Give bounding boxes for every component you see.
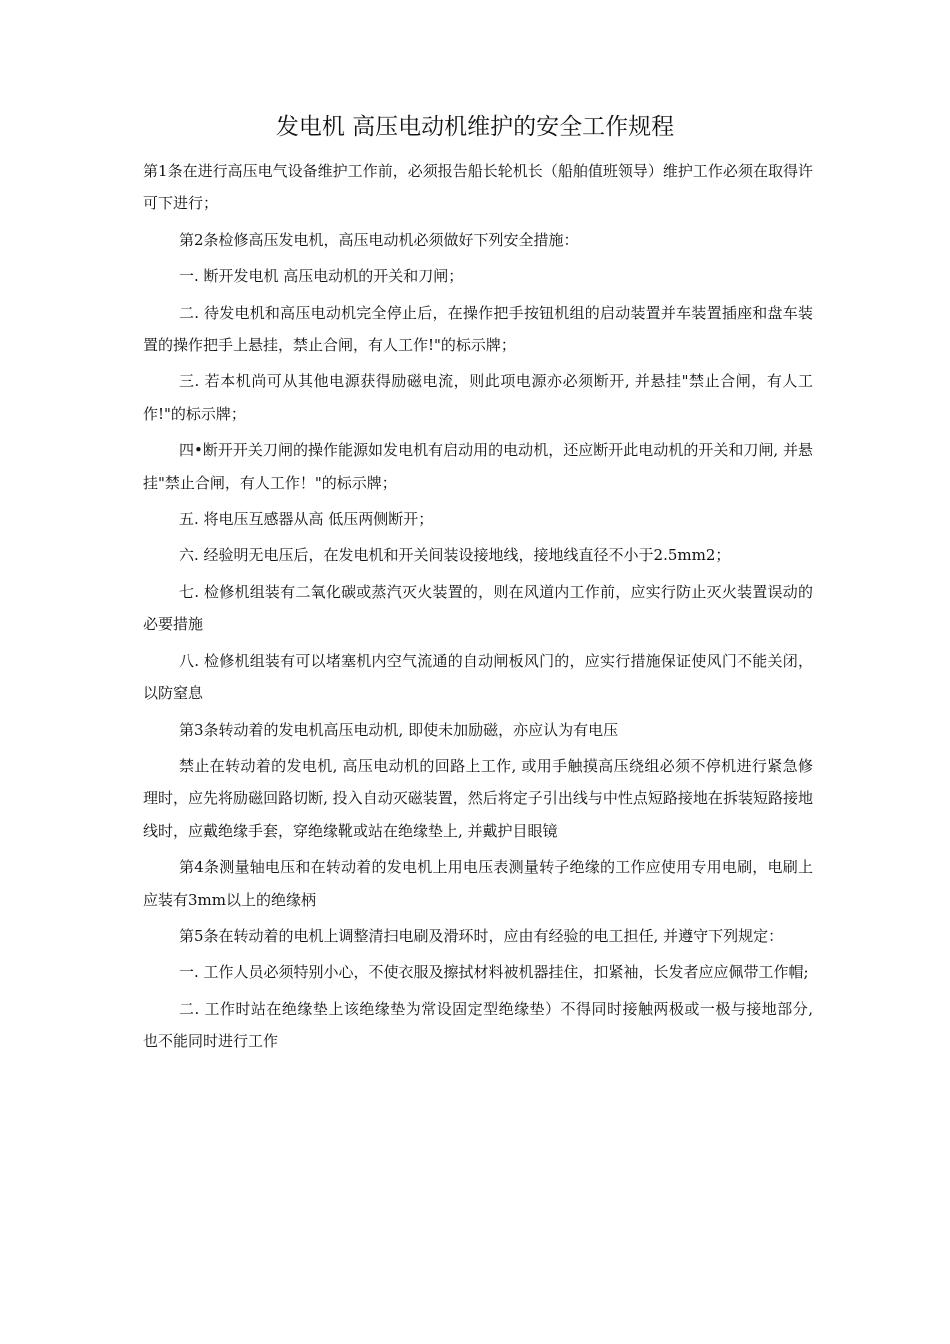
paragraph-item-4: 四•断开开关刀闸的操作能源如发电机有启动用的电动机，还应断开此电动机的开关和刀闸, 并悬挂"禁止合闸，有人工作！"的标示牌；: [143, 441, 813, 492]
paragraph-article-5: 第5条在转动着的电机上调整清扫电刷及滑环时，应由有经验的电工担任, 并遵守下列规定：: [179, 926, 784, 945]
paragraph-article-1: 第1条在进行高压电气设备维护工作前，必须报告船长轮机长（船舶值班领导）维护工作必须在取得许可下进行；: [143, 162, 813, 213]
paragraph-item-6: 六. 经验明无电压后，在发电机和开关间装设接地线，接地线直径不小于2.5mm2；: [179, 546, 731, 565]
paragraph-item-5: 五. 将电压互感器从高 低压两侧断开；: [179, 510, 434, 529]
paragraph-article-5-item-1: 一. 工作人员必须特别小心，不使衣服及擦拭材料被机器挂住，扣紧袖，长发者应应佩带工作帽;: [179, 963, 809, 982]
paragraph-article-4: 第4条测量轴电压和在转动着的发电机上用电压表测量转子绝缘的工作应使用专用电刷，电刷上应装有3mm以上的绝缘柄: [143, 858, 813, 909]
paragraph-item-8: 八. 检修机组装有可以堵塞机内空气流通的自动闸板风门的，应实行措施保证使风门不能关闭，以防窒息: [143, 651, 813, 703]
paragraph-article-2: 第2条检修高压发电机，高压电动机必须做好下列安全措施：: [179, 230, 579, 249]
paragraph-item-3: 三. 若本机尚可从其他电源获得励磁电流，则此项电源亦必须断开, 并悬挂"禁止合闸，有人工作!"的标示牌；: [143, 372, 813, 423]
paragraph-article-3-detail: 禁止在转动着的发电机, 高压电动机的回路上工作, 或用手触摸高压绕组必须不停机进行紧急修理时，应先将励磁回路切断, 投入自动灭磁装置，然后将定子引出线与中性点短路接地在拆装短路接地线时，应戴绝缘手套，穿绝缘靴或站在绝缘垫上, 并戴护目眼镜: [143, 756, 813, 840]
paragraph-item-2: 二. 待发电机和高压电动机完全停止后，在操作把手按钮机组的启动装置并车装置插座和盘车装置的操作把手上悬挂，禁止合闸，有人工作!"的标示牌；: [143, 303, 813, 355]
paragraph-item-1: 一. 断开发电机 高压电动机的开关和刀闸；: [179, 267, 464, 286]
paragraph-item-7: 七. 检修机组装有二氧化碳或蒸汽灭火装置的，则在风道内工作前，应实行防止灭火装置误动的必要措施: [143, 582, 813, 634]
document-body: [143, 155, 813, 1062]
paragraph-article-5-item-2: 二. 工作时站在绝缘垫上该绝缘垫为常设固定型绝缘垫）不得同时接触两极或一极与接地部分, 也不能同时进行工作: [143, 999, 813, 1051]
document-title: 发电机 高压电动机维护的安全工作规程: [275, 114, 675, 140]
paragraph-article-3: 第3条转动着的发电机高压电动机, 即使未加励磁，亦应认为有电压: [179, 720, 619, 739]
